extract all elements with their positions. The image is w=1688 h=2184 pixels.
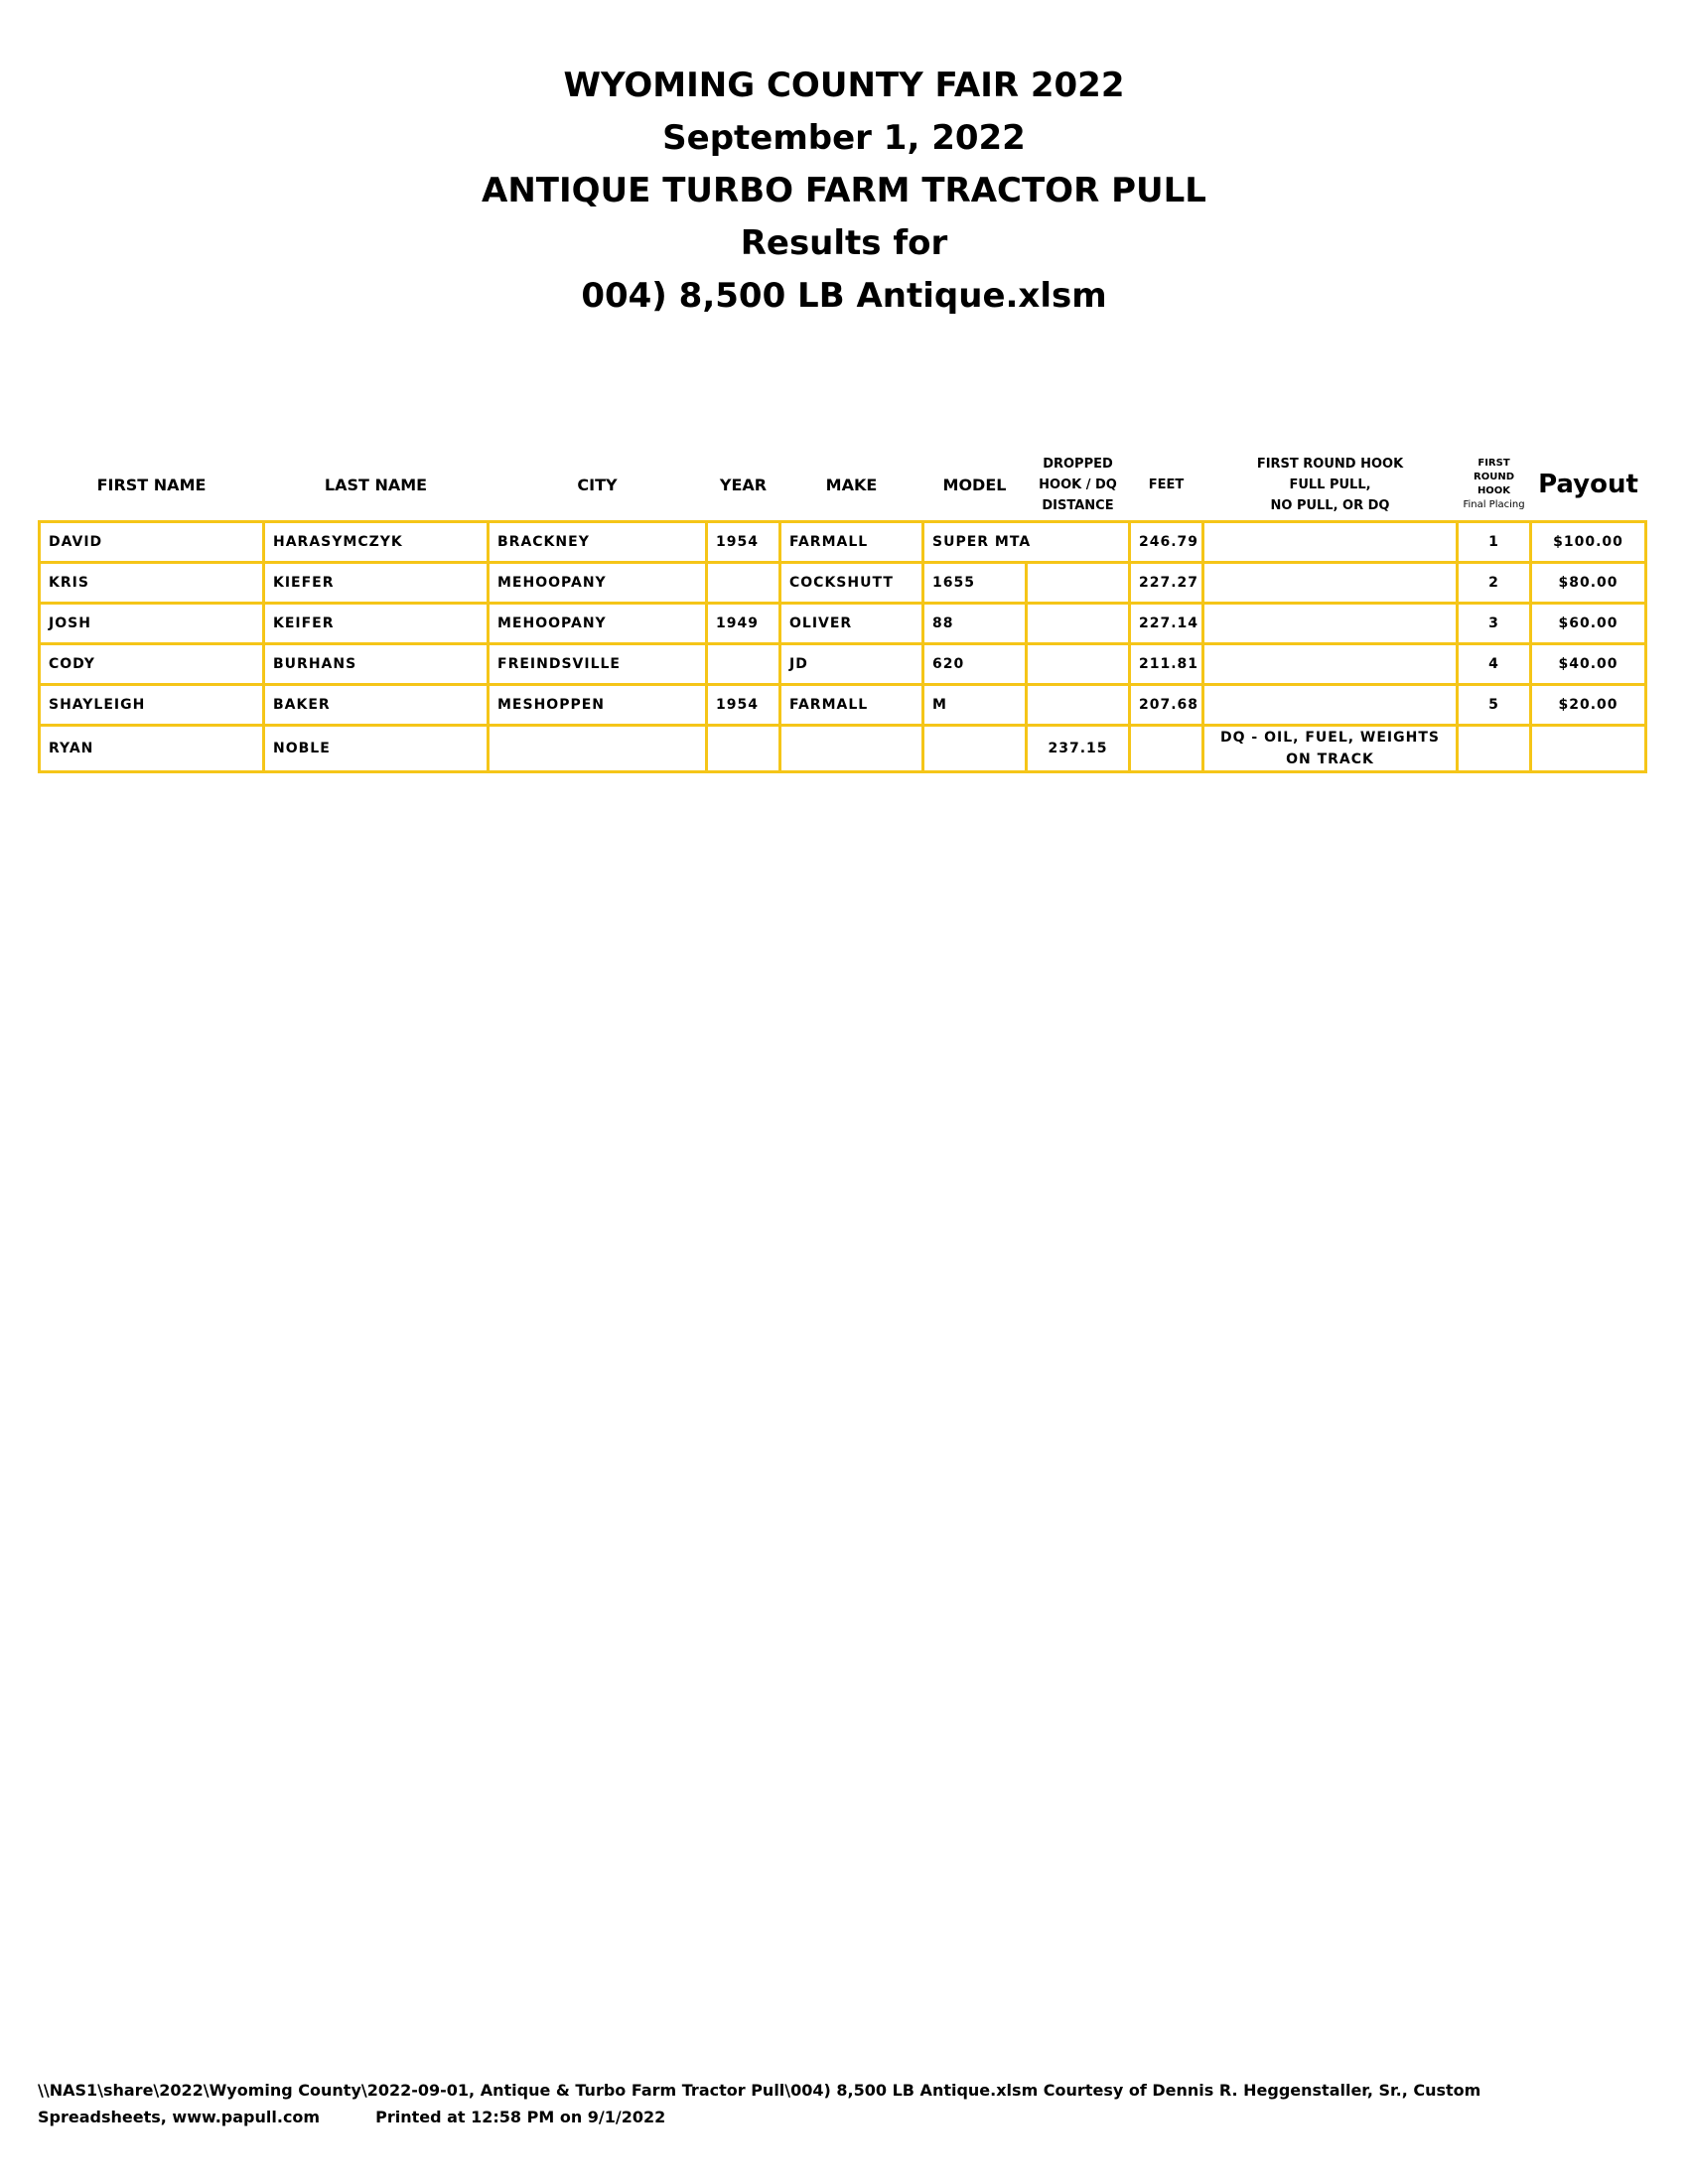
cell-payout: $80.00 xyxy=(1531,563,1646,604)
cell-model: M xyxy=(923,685,1027,726)
cell-city: BRACKNEY xyxy=(489,522,707,563)
fair-title: WYOMING COUNTY FAIR 2022 xyxy=(563,66,1125,105)
col-dropped-line2: HOOK / DQ xyxy=(1039,477,1117,492)
col-last-name: LAST NAME xyxy=(324,475,428,494)
cell-year: 1954 xyxy=(707,685,780,726)
cell-year xyxy=(707,563,780,604)
header-row xyxy=(40,449,1646,522)
cell-model xyxy=(923,726,1027,772)
col-dropped-hook xyxy=(1027,449,1130,522)
cell-payout: $40.00 xyxy=(1531,644,1646,685)
cell-first-name: DAVID xyxy=(40,522,264,563)
table-row xyxy=(40,604,1646,644)
event-name: ANTIQUE TURBO FARM TRACTOR PULL xyxy=(482,171,1206,210)
cell-year xyxy=(707,644,780,685)
table-row xyxy=(40,685,1646,726)
col-model: MODEL xyxy=(942,475,1007,494)
cell-last-name: HARASYMCZYK xyxy=(264,522,489,563)
cell-year xyxy=(707,726,780,772)
cell-dropped xyxy=(1027,604,1130,644)
col-placing-line3: Final Placing xyxy=(1463,499,1525,510)
col-year: YEAR xyxy=(719,475,768,494)
cell-make: FARMALL xyxy=(780,685,923,726)
cell-make: COCKSHUTT xyxy=(780,563,923,604)
cell-first-name: RYAN xyxy=(40,726,264,772)
cell-last-name: NOBLE xyxy=(264,726,489,772)
results-label: Results for xyxy=(740,223,948,263)
col-first-name: FIRST NAME xyxy=(96,475,207,494)
cell-model: SUPER MTA xyxy=(923,522,1130,563)
footer-file-path: \\NAS1\share\2022\Wyoming County\2022-09-01, Antique & Turbo Farm Tractor Pull\004) 8,500 LB Antique.xlsm Courtesy of Dennis R. Heggenstaller, Sr., Custom xyxy=(38,2081,1481,2100)
cell-hook: DQ - OIL, FUEL, WEIGHTS ON TRACK xyxy=(1203,726,1458,772)
event-date: September 1, 2022 xyxy=(662,118,1026,158)
footer-credit-line xyxy=(38,2104,1646,2130)
col-hook-line3: NO PULL, OR DQ xyxy=(1270,497,1390,513)
cell-dropped: 237.15 xyxy=(1027,726,1130,772)
page-footer xyxy=(38,2077,1646,2130)
col-final-placing xyxy=(1458,449,1531,522)
cell-make: FARMALL xyxy=(780,522,923,563)
table-row xyxy=(40,644,1646,685)
cell-city: FREINDSVILLE xyxy=(489,644,707,685)
cell-city: MEHOOPANY xyxy=(489,563,707,604)
class-file-name: 004) 8,500 LB Antique.xlsm xyxy=(581,276,1107,316)
cell-feet: 211.81 xyxy=(1130,644,1203,685)
cell-payout: $100.00 xyxy=(1531,522,1646,563)
cell-last-name: BURHANS xyxy=(264,644,489,685)
col-hook-line2: FULL PULL, xyxy=(1289,477,1371,492)
col-first-round-hook xyxy=(1203,449,1458,522)
cell-place: 3 xyxy=(1458,604,1531,644)
cell-dropped xyxy=(1027,685,1130,726)
cell-place: 1 xyxy=(1458,522,1531,563)
cell-hook xyxy=(1203,563,1458,604)
cell-first-name: KRIS xyxy=(40,563,264,604)
results-table xyxy=(38,449,1647,773)
cell-model: 620 xyxy=(923,644,1027,685)
cell-place: 5 xyxy=(1458,685,1531,726)
col-placing-line1: FIRST ROUND xyxy=(1474,458,1514,482)
footer-printed-at: Printed at 12:58 PM on 9/1/2022 xyxy=(375,2108,666,2126)
col-dropped-line3: DISTANCE xyxy=(1042,497,1114,513)
cell-city: MEHOOPANY xyxy=(489,604,707,644)
report-header xyxy=(0,60,1688,323)
cell-last-name: BAKER xyxy=(264,685,489,726)
cell-model: 88 xyxy=(923,604,1027,644)
cell-dropped xyxy=(1027,563,1130,604)
col-make: MAKE xyxy=(825,475,878,494)
cell-hook xyxy=(1203,644,1458,685)
col-placing-line2: HOOK xyxy=(1477,485,1511,496)
col-dropped-line1: DROPPED xyxy=(1043,456,1113,472)
col-hook-line1: FIRST ROUND HOOK xyxy=(1256,456,1404,472)
cell-city xyxy=(489,726,707,772)
col-feet: FEET xyxy=(1148,477,1185,492)
cell-hook xyxy=(1203,685,1458,726)
cell-place: 4 xyxy=(1458,644,1531,685)
cell-last-name: KEIFER xyxy=(264,604,489,644)
cell-first-name: SHAYLEIGH xyxy=(40,685,264,726)
cell-feet: 227.27 xyxy=(1130,563,1203,604)
cell-make: JD xyxy=(780,644,923,685)
cell-first-name: CODY xyxy=(40,644,264,685)
cell-make: OLIVER xyxy=(780,604,923,644)
cell-hook xyxy=(1203,522,1458,563)
cell-hook xyxy=(1203,604,1458,644)
cell-feet: 227.14 xyxy=(1130,604,1203,644)
col-city: CITY xyxy=(577,475,618,494)
footer-website: Spreadsheets, www.papull.com xyxy=(38,2108,321,2126)
cell-year: 1954 xyxy=(707,522,780,563)
cell-feet: 207.68 xyxy=(1130,685,1203,726)
cell-place xyxy=(1458,726,1531,772)
cell-feet: 246.79 xyxy=(1130,522,1203,563)
cell-payout: $60.00 xyxy=(1531,604,1646,644)
cell-place: 2 xyxy=(1458,563,1531,604)
cell-last-name: KIEFER xyxy=(264,563,489,604)
cell-year: 1949 xyxy=(707,604,780,644)
col-payout: Payout xyxy=(1538,469,1638,499)
cell-city: MESHOPPEN xyxy=(489,685,707,726)
cell-payout xyxy=(1531,726,1646,772)
table-row xyxy=(40,726,1646,772)
cell-first-name: JOSH xyxy=(40,604,264,644)
cell-make xyxy=(780,726,923,772)
table-row xyxy=(40,563,1646,604)
table-row xyxy=(40,522,1646,563)
cell-payout: $20.00 xyxy=(1531,685,1646,726)
cell-dropped xyxy=(1027,644,1130,685)
cell-feet xyxy=(1130,726,1203,772)
cell-model: 1655 xyxy=(923,563,1027,604)
